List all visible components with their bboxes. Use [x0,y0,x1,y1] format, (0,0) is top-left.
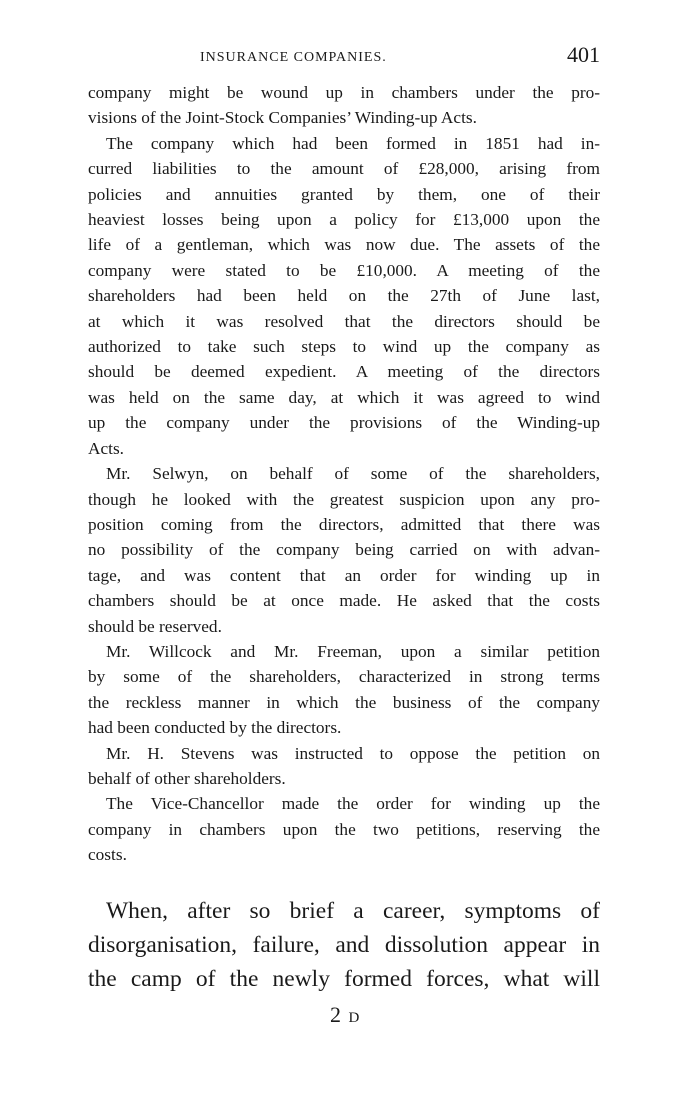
text-line: should be reserved. [88,616,222,636]
text-line: Mr. Willcock and Mr. Freeman, upon a similar petition [106,641,600,661]
page-header [88,40,600,80]
text-line: should be deemed expedient. A meeting of the directors [88,362,600,382]
text-line: position coming from the directors, admitted that there was [88,514,600,534]
text-line: Acts. [88,438,124,458]
signature-number: 2 [330,1002,342,1027]
text-line: up the company under the provisions of the Winding-up [88,413,600,433]
book-page [88,40,600,996]
text-line: at which it was resolved that the directors should be [88,311,600,331]
text-line: life of a gentleman, which was now due. The assets of the [88,235,600,255]
signature-mark [330,1002,360,1028]
paragraph [88,791,600,867]
large-paragraph [88,894,600,996]
paragraph [88,131,600,461]
text-line: by some of the shareholders, characterized in strong terms [88,667,600,687]
text-line: When, after so brief a career, symptoms of [106,897,600,924]
text-line: policies and annuities granted by them, one of their [88,184,600,204]
text-line: company might be wound up in chambers under the pro- [88,83,600,102]
text-line: Mr. Selwyn, on behalf of some of the shareholders, [106,464,600,484]
text-line: the reckless manner in which the business of the company [88,692,600,712]
text-line: had been conducted by the directors. [88,718,342,738]
body-text [88,80,600,868]
text-line: costs. [88,845,127,865]
text-line: company in chambers upon the two petitions, reserving the [88,819,600,839]
text-line: tage, and was content that an order for winding up in [88,565,600,585]
text-line: was held on the same day, at which it was agreed to wind [88,387,600,407]
text-line: disorganisation, failure, and dissolution appear in [88,931,600,958]
text-line: the camp of the newly formed forces, what will [88,965,600,992]
text-line: authorized to take such steps to wind up the company as [88,337,600,357]
text-line: company were stated to be £10,000. A meeting of the [88,260,600,280]
text-line: though he looked with the greatest suspicion upon any pro- [88,489,600,509]
running-head: INSURANCE COMPANIES. [200,50,387,65]
paragraph [88,461,600,639]
text-line: Mr. H. Stevens was instructed to oppose the petition on [106,743,600,763]
page-number: 401 [567,42,600,67]
text-line: heaviest losses being upon a policy for £13,000 upon the [88,210,600,230]
text-line: visions of the Joint-Stock Companies’ Winding-up Acts. [88,108,477,128]
signature-letter: D [348,1010,361,1026]
text-line: The Vice-Chancellor made the order for winding up the [106,794,600,814]
text-line: no possibility of the company being carried on with advan- [88,540,600,560]
paragraph [88,639,600,741]
text-line: curred liabilities to the amount of £28,000, arising from [88,159,600,179]
text-line: shareholders had been held on the 27th of June last, [88,286,600,306]
text-line: behalf of other shareholders. [88,768,286,788]
paragraph [88,80,600,131]
text-line: chambers should be at once made. He asked that the costs [88,591,600,611]
paragraph [88,741,600,792]
text-line: The company which had been formed in 1851 had in- [106,133,600,153]
